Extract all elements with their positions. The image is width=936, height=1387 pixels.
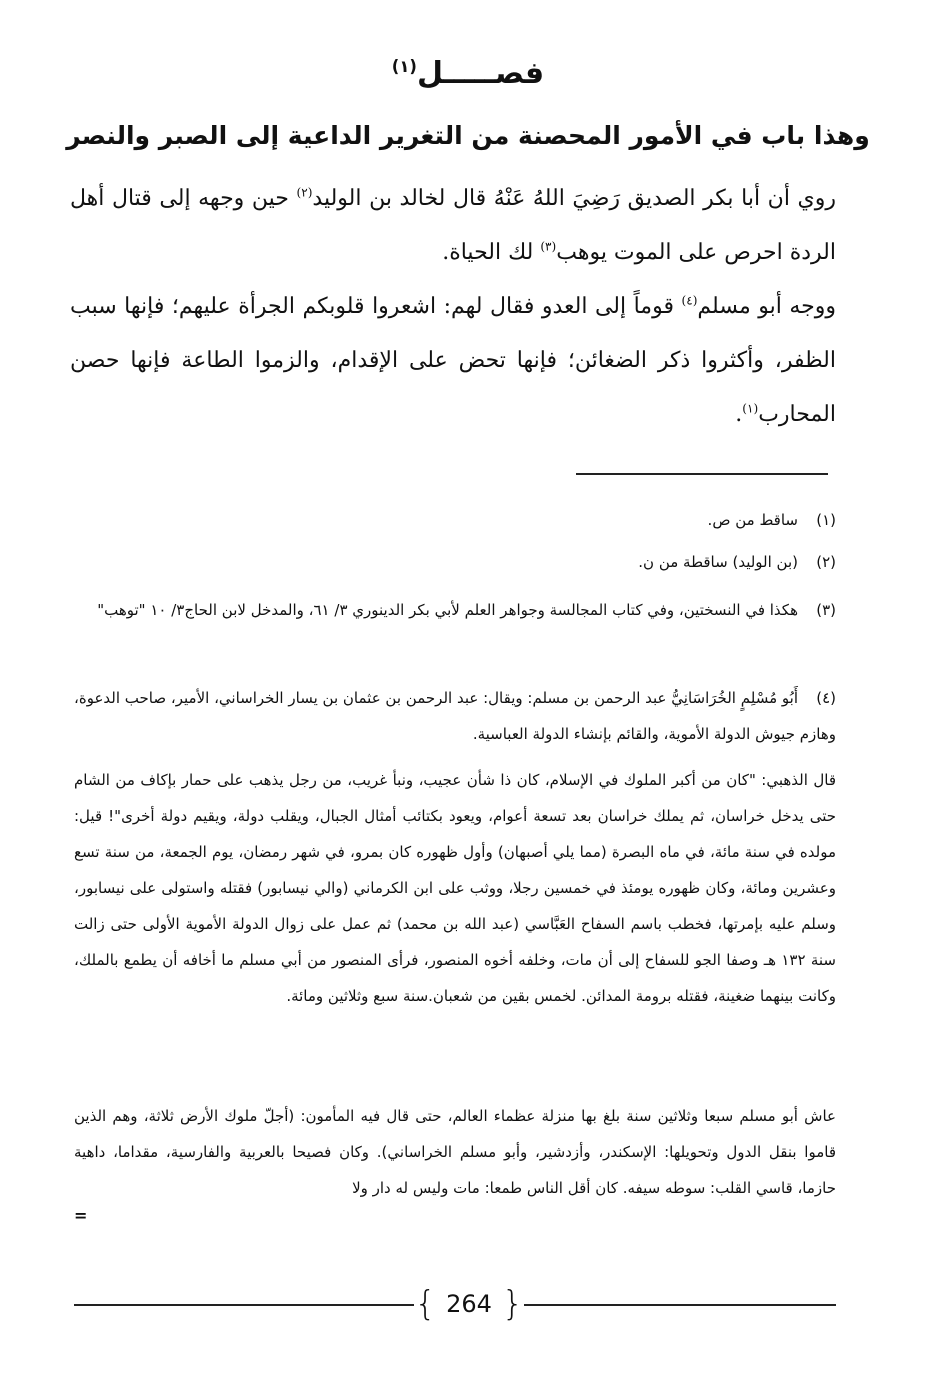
paragraph-text: روي أن أبا بكر الصديق رَضِيَ اللهُ عَنْهُ قال لخالد بن الوليد xyxy=(312,186,836,211)
paragraph-text: حين وجهه إلى قتال أهل الردة احرص على الموت يوهب xyxy=(70,186,836,265)
page-number-bar xyxy=(74,1278,836,1328)
bracket-close-icon: } xyxy=(501,1284,524,1324)
bracket-open-icon: { xyxy=(414,1284,437,1324)
footnote-ref: (٢) xyxy=(296,185,313,200)
chapter-title-footnote-ref: (١) xyxy=(391,57,417,76)
page-number-rule-left xyxy=(74,1304,414,1306)
footnote-separator xyxy=(576,473,828,475)
page-number-box xyxy=(414,1278,524,1328)
paragraph-abu-muslim xyxy=(70,280,836,442)
chapter-title-text: فصـــــل xyxy=(416,56,545,91)
paragraph-text: . xyxy=(735,402,743,427)
chapter-title xyxy=(0,52,936,96)
paragraph-text: لك الحياة. xyxy=(442,240,541,265)
footnote-ref: (٣) xyxy=(540,239,557,254)
footnote-2 xyxy=(74,544,836,580)
footnote-text: أَبُو مُسْلِمٍ الخُرَاسَانِيُّ عبد الرحمن بن مسلم: ويقال: عبد الرحمن بن عثمان بن يسار الخراساني، الأمير، صاحب الدعوة، وهازم جيوش الدولة الأموية، والقائم بإنشاء الدولة العباسية. xyxy=(74,689,836,743)
footnote-text: (بن الوليد) ساقطة من ن. xyxy=(638,553,798,571)
footnote-quote-dhahabi: قال الذهبي: "كان من أكبر الملوك في الإسلام، كان ذا شأن عجيب، ونبأ غريب، من رجل يذهب على حمار بإكاف من الشام حتى يدخل خراسان، ثم يملك خراسان بعد تسعة أعوام، ويعود بكتائب أمثال الجبال، ويقلب دولة، ويقيم دولة أخرى"! قيل: مولده في سنة مائة، في ماه البصرة (مما يلي أصبهان) وأول ظهوره كان بمرو، في شهر رمضان، يوم الجمعة، من سنة تسع وعشرين ومائة، وكان ظهوره يومئذ في خمسين رجلا، ووثب على ابن الكرماني (والي نيسابور) فقتله واستولى على نيسابور، وسلم عليه بإمرتها، فخطب باسم السفاح العَبَّاسي (عبد الله بن محمد) ثم عمل على زوال الدولة الأموية الأولى حتى زالت سنة ١٣٢ هـ وصفا الجو للسفاح إلى أن مات، وخلفه أخوه المنصور، فرأى المنصور من أبي مسلم ما أخافه أن يطمع بالملك، وكانت بينهما ضغينة، فقتله برومة المدائن. لخمس بقين من شعبان.سنة سبع وثلاثين ومائة. xyxy=(74,771,836,1005)
footnote-number: (١) xyxy=(816,511,836,529)
footnote-number: (٣) xyxy=(816,601,836,619)
paragraph-text: قوماً إلى العدو فقال لهم: اشعروا قلوبكم الجرأة عليهم؛ فإنها سبب الظفر، وأكثروا ذكر الضغائن؛ فإنها تحض على الإقدام، والزموا الطاعة فإنها حصن المحارب xyxy=(70,294,836,427)
paragraph-text: ووجه أبو مسلم xyxy=(697,294,836,319)
footnote-number: (٢) xyxy=(816,553,836,571)
footnote-1 xyxy=(74,502,836,538)
footnote-4 xyxy=(74,680,836,752)
footnote-text: هكذا في النسختين، وفي كتاب المجالسة وجواهر العلم لأبي بكر الدينوري ٣/ ٦١، والمدخل لابن الحاج٣/ ١٠ "توهب" xyxy=(97,601,798,619)
chapter-subtitle: وهذا باب في الأمور المحصنة من التغرير الداعية إلى الصبر والنصر xyxy=(66,121,870,150)
continuation-mark: = xyxy=(74,1206,88,1225)
paragraph-abu-bakr xyxy=(70,172,836,280)
page-number: 264 xyxy=(446,1290,492,1318)
footnote-quote-mamun: عاش أبو مسلم سبعا وثلاثين سنة بلغ بها منزلة عظماء العالم، حتى قال فيه المأمون: (أجلّ ملوك الأرض ثلاثة، وهم الذين قاموا بنقل الدول وتحويلها: الإسكندر، وأزدشير، وأبو مسلم الخراساني). وكان فصيحا بالعربية والفارسية، مقداما، داهية حازما، قاسي القلب: سوطه سيفه. كان أقل الناس طمعا: مات وليس له دار ولا xyxy=(74,1107,836,1197)
footnote-number: (٤) xyxy=(816,689,836,707)
footnote-ref: (٤) xyxy=(681,293,698,308)
footnote-ref: (١) xyxy=(742,401,759,416)
page-number-rule-right xyxy=(524,1304,836,1306)
footnote-3 xyxy=(74,592,836,628)
footnote-text: ساقط من ص. xyxy=(707,511,798,529)
